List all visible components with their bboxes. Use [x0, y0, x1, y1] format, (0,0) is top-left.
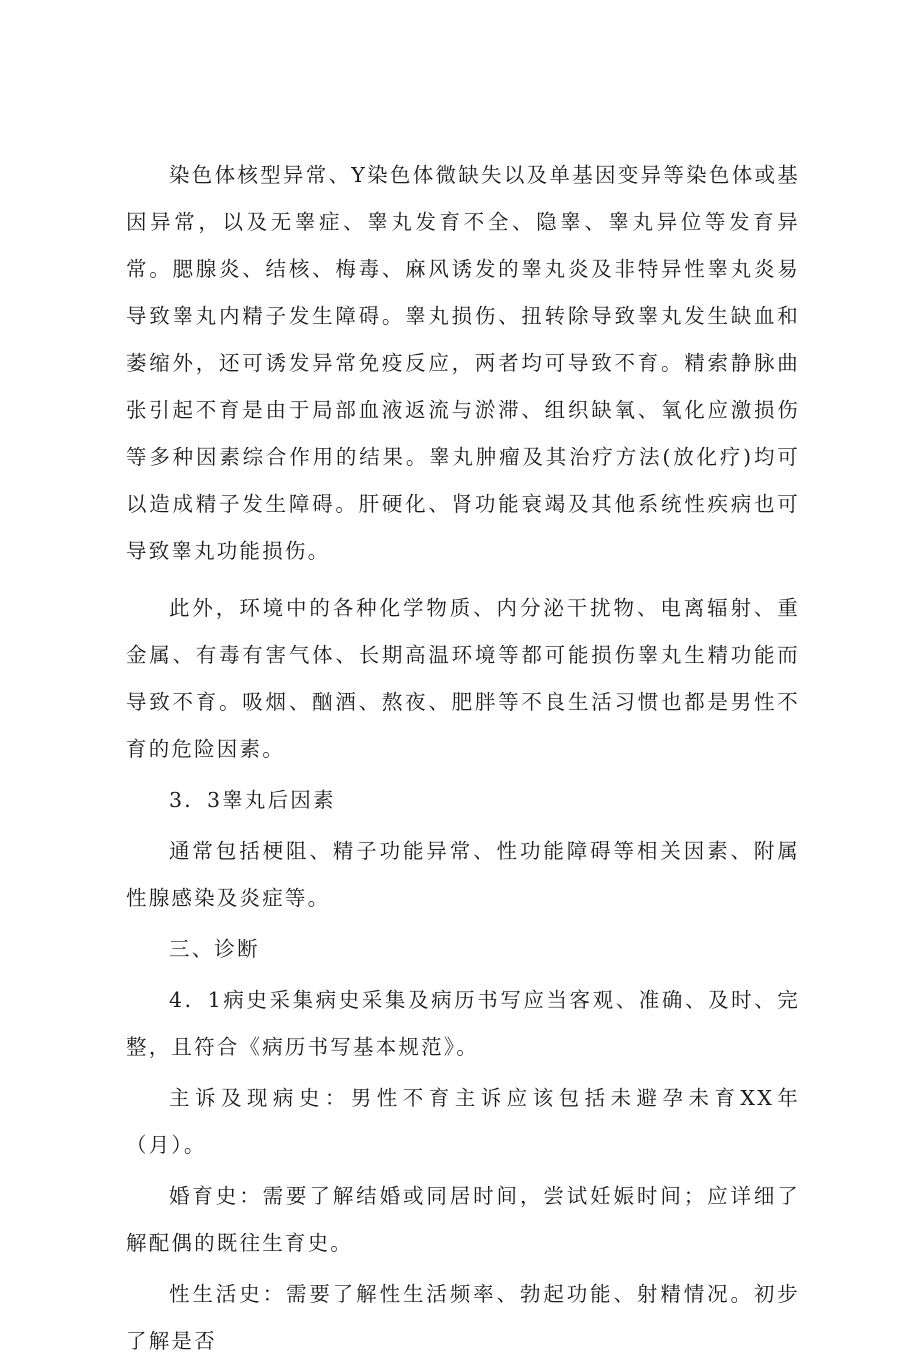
- paragraph-chief-complaint: 主诉及现病史：男性不育主诉应该包括未避孕未育XX年（月）。: [126, 1086, 800, 1157]
- paragraph-sexual-history: 性生活史：需要了解性生活频率、勃起功能、射精情况。初步了解是否: [126, 1282, 800, 1353]
- paragraph-environmental-factors: 此外，环境中的各种化学物质、内分泌干扰物、电离辐射、重金属、有毒有害气体、长期高温环境等都可能损伤睾丸生精功能而导致不育。吸烟、酗酒、熬夜、肥胖等不良生活习惯也都是男性不育的危险因素。: [126, 596, 800, 761]
- paragraph-marital-history: 婚育史：需要了解结婚或同居时间，尝试妊娠时间；应详细了解配偶的既往生育史。: [126, 1184, 800, 1255]
- paragraph-testicular-causes: 染色体核型异常、Y染色体微缺失以及单基因变异等染色体或基因异常，以及无睾症、睾丸发育不全、隐睾、睾丸异位等发育异常。腮腺炎、结核、梅毒、麻风诱发的睾丸炎及非特异性睾丸炎易导致睾丸内精子发生障碍。睾丸损伤、扭转除导致睾丸发生缺血和萎缩外，还可诱发异常免疫反应，两者均可导致不育。精索静脉曲张引起不育是由于局部血液返流与淤滞、组织缺氧、氧化应激损伤等多种因素综合作用的结果。睾丸肿瘤及其治疗方法(放化疗)均可以造成精子发生障碍。肝硬化、肾功能衰竭及其他系统性疾病也可导致睾丸功能损伤。: [126, 163, 800, 563]
- document-body: [126, 152, 800, 1365]
- paragraph-post-testicular: 通常包括梗阻、精子功能异常、性功能障碍等相关因素、附属性腺感染及炎症等。: [126, 839, 800, 910]
- section-heading-post-testicular: 3．3睾丸后因素: [169, 788, 336, 812]
- paragraph-medical-history: 4．1病史采集病史采集及病历书写应当客观、准确、及时、完整，且符合《病历书写基本规范》。: [126, 988, 800, 1059]
- section-heading-diagnosis: 三、诊断: [169, 937, 260, 961]
